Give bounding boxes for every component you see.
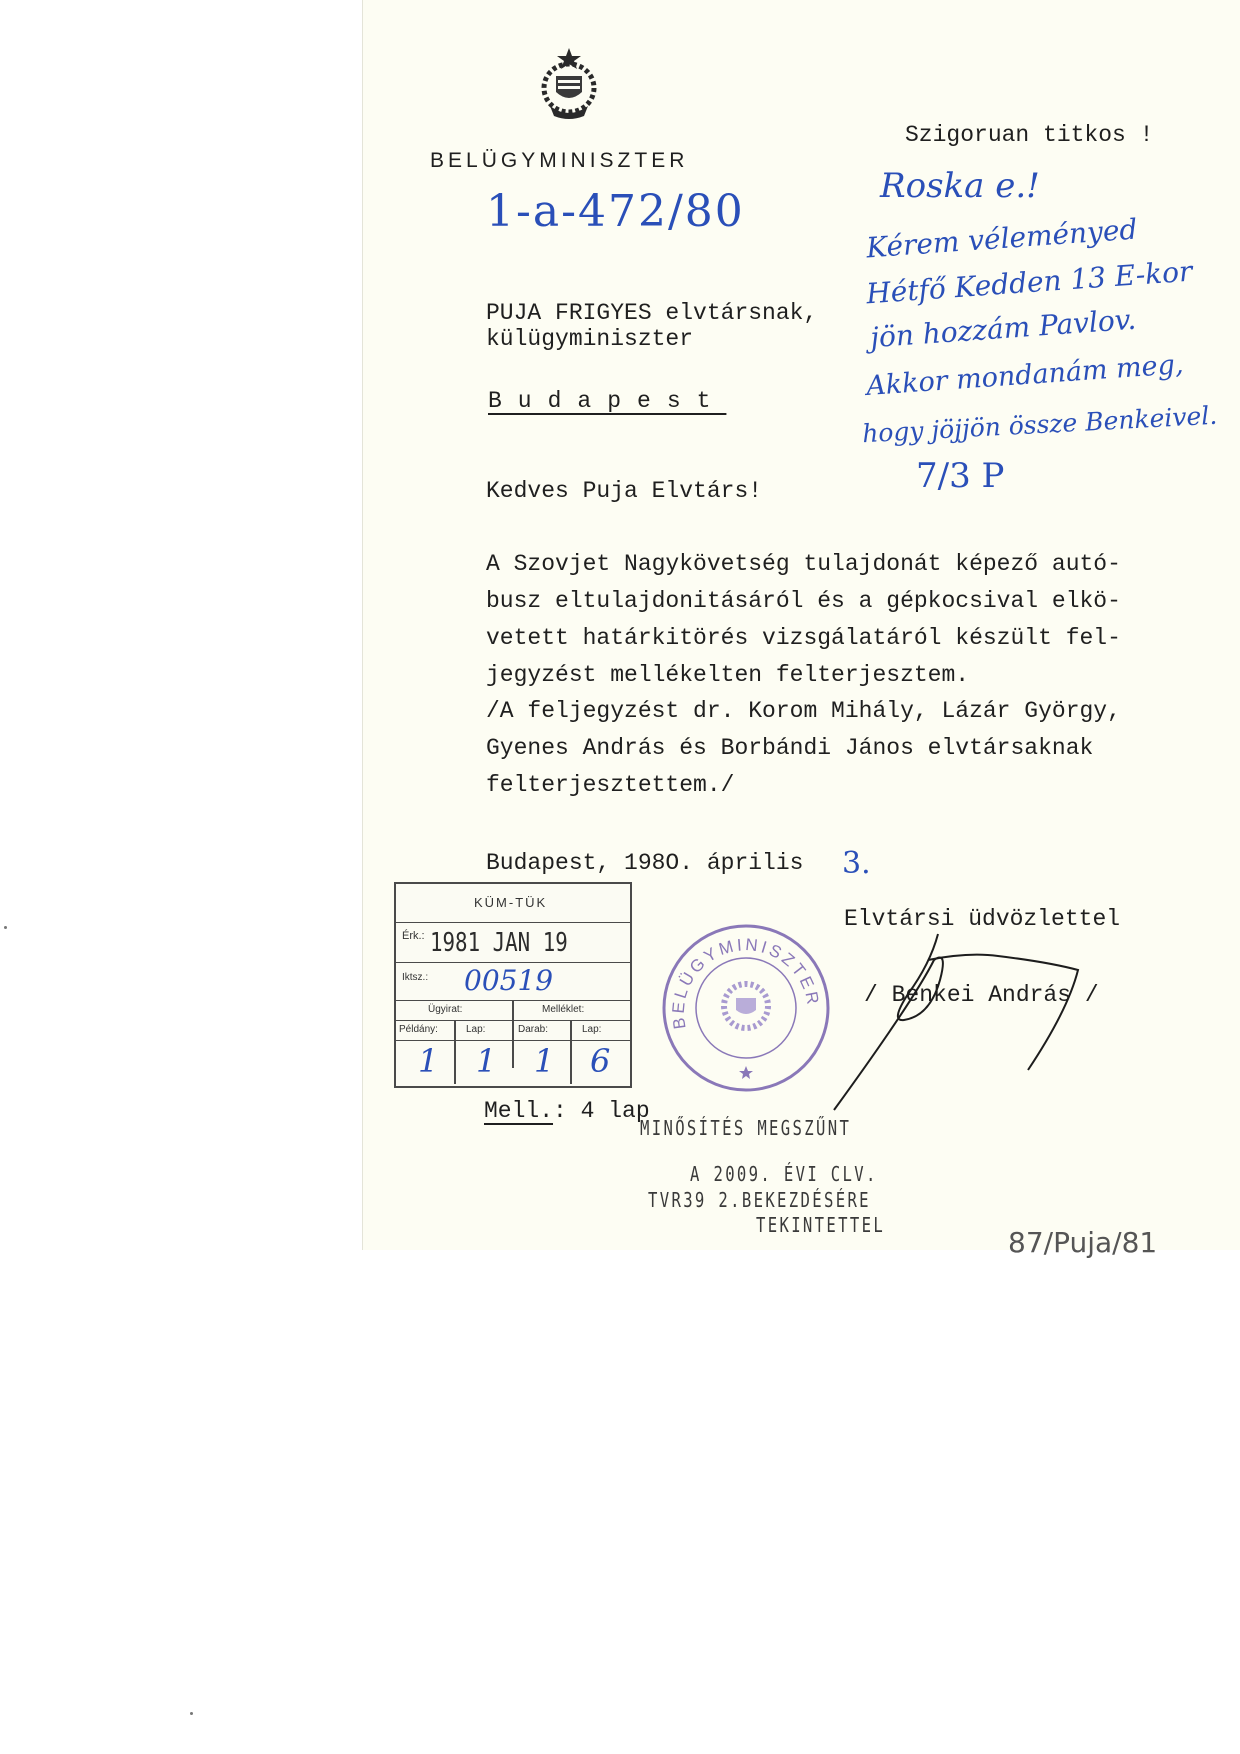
col-ugyirat: Ügyirat:: [428, 1004, 463, 1015]
col-lap: Lap:: [582, 1024, 602, 1035]
body-line: Gyenes András és Borbándi János elvtársaknak: [486, 735, 1094, 761]
declass-line: TEKINTETTEL: [756, 1213, 886, 1237]
col-peldany: Példány:: [399, 1024, 438, 1035]
closing: Elvtársi üdvözlettel: [844, 906, 1121, 932]
lap-value: 1: [476, 1042, 497, 1080]
registry-subcolumns-row: [396, 1020, 630, 1041]
col-darab: Darab:: [518, 1024, 549, 1035]
registry-number-row: [396, 962, 630, 1001]
col-lap: Lap:: [466, 1024, 486, 1035]
darab-value: 1: [534, 1042, 555, 1080]
note-line: 7/3 P: [916, 456, 1005, 496]
signer-name: / Benkei András /: [864, 982, 1099, 1008]
body-line: busz eltulajdonitásáról és a gépkocsival elkö-: [486, 588, 1121, 614]
declass-line: MINŐSÍTÉS MEGSZŰNT: [640, 1116, 852, 1140]
lap-value: 6: [590, 1042, 611, 1080]
recipient-title: külügyminiszter: [486, 326, 694, 352]
note-line: jön hozzám Pavlov.: [869, 302, 1138, 355]
body-line: A Szovjet Nagykövetség tulajdonát képező autó-: [486, 551, 1121, 577]
registry-number: 00519: [464, 964, 554, 997]
note-line: Kérem véleményed: [865, 212, 1139, 265]
registry-office: KÜM-TÜK: [474, 895, 548, 910]
ministry-seal: [660, 922, 832, 1094]
received-label: Érk.:: [402, 930, 425, 942]
note-line: Roska e.!: [880, 166, 1040, 206]
classification-mark: Szigoruan titkos !: [905, 122, 1154, 148]
note-line: Akkor mondanám meg,: [865, 348, 1185, 403]
peldany-value: 1: [418, 1042, 439, 1080]
attachment-line: [484, 1098, 650, 1124]
received-date: 1981 JAN 19: [430, 928, 568, 958]
scan-speck: [190, 1712, 193, 1715]
letterhead-org: BELÜGYMINISZTER: [430, 149, 689, 172]
body-line: felterjesztettem./: [486, 772, 735, 798]
date-line: Budapest, 198O. április: [486, 850, 804, 876]
declass-line: A 2009. ÉVI CLV.: [690, 1162, 878, 1186]
col-melleklet: Melléklet:: [542, 1004, 585, 1015]
signature: [820, 920, 1170, 1120]
salutation: Kedves Puja Elvtárs!: [486, 478, 763, 504]
note-line: hogy jöjjön össze Benkeivel.: [861, 400, 1218, 449]
recipient-name: PUJA FRIGYES elvtársnak,: [486, 300, 818, 326]
scan-speck: [4, 926, 7, 929]
handwritten-file-number: 1-a-472/80: [486, 186, 745, 237]
body-line: jegyzést mellékelten felterjesztem.: [486, 662, 970, 688]
recipient-city: Budapest: [488, 388, 727, 414]
registry-header-row: [396, 884, 630, 923]
coat-of-arms-emblem: [536, 46, 602, 124]
number-label: Iktsz.:: [402, 972, 429, 983]
registry-columns-row: [396, 1000, 630, 1021]
note-line: Hétfő Kedden 13 E-kor: [865, 254, 1194, 311]
archive-pencil-note: 87/Puja/81: [1008, 1226, 1158, 1259]
registry-stamp: [394, 882, 632, 1088]
handwritten-date-day: 3.: [842, 846, 871, 881]
registry-received-row: [396, 922, 630, 963]
attachment-label: Mell.: [484, 1098, 554, 1124]
body-line: /A feljegyzést dr. Korom Mihály, Lázár György,: [486, 698, 1121, 724]
declass-line: TVR39 2.BEKEZDÉSÉRE: [648, 1188, 871, 1212]
attachment-value: : 4 lap: [553, 1098, 650, 1124]
seal-ring-text: BELÜGYMINISZTER: [668, 935, 824, 1031]
body-line: vetett határkitörés vizsgálatáról készült fel-: [486, 625, 1121, 651]
